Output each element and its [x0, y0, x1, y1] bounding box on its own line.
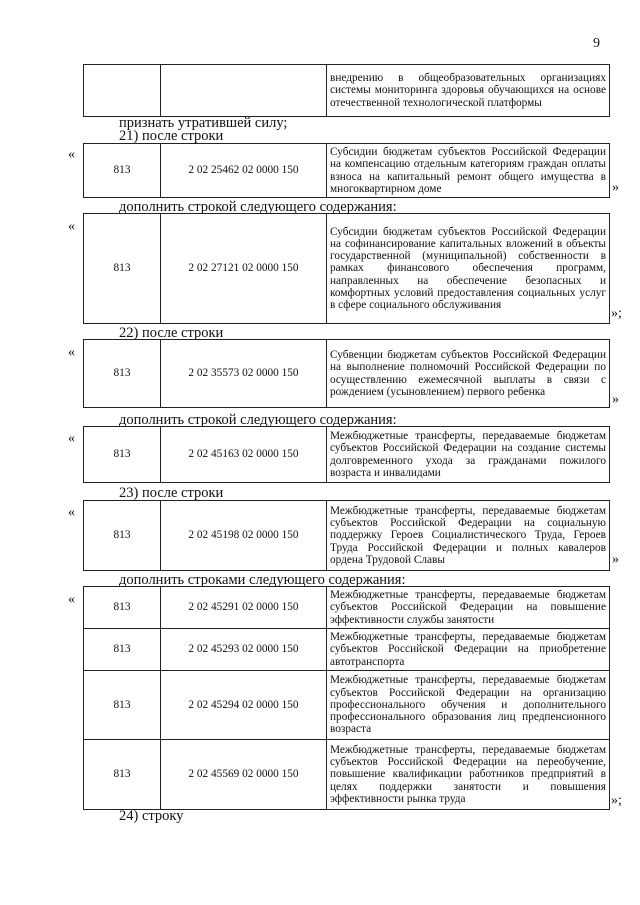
open-quote: «	[68, 431, 75, 446]
table-23-add	[83, 586, 610, 810]
code-cell: 813	[84, 427, 161, 483]
table-22-after	[83, 339, 610, 408]
open-quote: «	[68, 592, 75, 607]
code-cell: 813	[84, 587, 161, 629]
description-cell: Субсидии бюджетам субъектов Российской Федерации на софинансирование капитальных вложений в объекты государственной (муниципальной) собственности в рамках финансового обеспечения программ, направленных на обеспечение безопасных и комфортных условий предоставления социальных услуг в сфере социального обслуживания	[327, 214, 610, 324]
table-21-after	[83, 143, 610, 198]
heading-24-row: 24) строку	[119, 808, 184, 824]
description-cell: Межбюджетные трансферты, передаваемые бюджетам субъектов Российской Федерации на переобучение, повышение квалификации работников предприятий в целях поддержки занятости и повышения эффективности рынка труда	[327, 740, 610, 810]
page-number: 9	[593, 36, 600, 51]
table-row	[84, 629, 610, 671]
code-cell: 813	[84, 340, 161, 408]
table-row	[84, 501, 610, 571]
kbk-cell	[161, 65, 327, 117]
table-row	[84, 671, 610, 740]
description-cell: Межбюджетные трансферты, передаваемые бюджетам субъектов Российской Федерации на социальную поддержку Героев Социалистического Труда, Героев Труда Российской Федерации и полных кавалеров ордена Трудовой Славы	[327, 501, 610, 571]
description-cell: Межбюджетные трансферты, передаваемые бюджетам субъектов Российской Федерации на создание системы долговременного ухода за гражданами пожилого возраста и инвалидами	[327, 427, 610, 483]
table-21-add	[83, 213, 610, 324]
description-cell: Межбюджетные трансферты, передаваемые бюджетам субъектов Российской Федерации на организацию профессионального обучения и дополнительного профессионального образования лиц предпенсионного возраста	[327, 671, 610, 740]
description-cell: внедрению в общеобразовательных организациях системы мониторинга здоровья обучающихся на основе отечественной технологической платформы	[327, 65, 610, 117]
description-cell: Субвенции бюджетам субъектов Российской Федерации на выполнение полномочий Российской Федерации по осуществлению ежемесячной выплаты в связи с рождением (усыновлением) первого ребенка	[327, 340, 610, 408]
code-cell: 813	[84, 214, 161, 324]
kbk-cell: 2 02 45291 02 0000 150	[161, 587, 327, 629]
code-cell: 813	[84, 144, 161, 198]
heading-22-after-row: 22) после строки	[119, 325, 224, 341]
description-cell: Субсидии бюджетам субъектов Российской Федерации на компенсацию отдельным категориям граждан оплаты взноса на капитальный ремонт общего имущества в многоквартирном доме	[327, 144, 610, 198]
description-cell: Межбюджетные трансферты, передаваемые бюджетам субъектов Российской Федерации на повышение эффективности службы занятости	[327, 587, 610, 629]
table-row	[84, 740, 610, 810]
table-23-after	[83, 500, 610, 571]
kbk-cell: 2 02 45294 02 0000 150	[161, 671, 327, 740]
heading-recognize-invalid: признать утратившей силу;	[119, 115, 288, 131]
heading-23-after-row: 23) после строки	[119, 485, 224, 501]
table-row	[84, 340, 610, 408]
close-quote: »	[612, 180, 619, 195]
open-quote: «	[68, 219, 75, 234]
kbk-cell: 2 02 45569 02 0000 150	[161, 740, 327, 810]
kbk-cell: 2 02 45293 02 0000 150	[161, 629, 327, 671]
kbk-cell: 2 02 35573 02 0000 150	[161, 340, 327, 408]
kbk-cell: 2 02 45163 02 0000 150	[161, 427, 327, 483]
heading-22-add-row: дополнить строкой следующего содержания:	[119, 412, 397, 428]
heading-21-after-row: 21) после строки	[119, 128, 224, 144]
code-cell: 813	[84, 671, 161, 740]
code-cell: 813	[84, 629, 161, 671]
table-row	[84, 427, 610, 483]
close-quote: »	[612, 392, 619, 407]
code-cell: 813	[84, 501, 161, 571]
code-cell: 813	[84, 740, 161, 810]
close-quote: »	[612, 552, 619, 567]
close-quote-semicolon: »;	[611, 306, 622, 321]
open-quote: «	[68, 345, 75, 360]
kbk-cell: 2 02 27121 02 0000 150	[161, 214, 327, 324]
description-cell: Межбюджетные трансферты, передаваемые бюджетам субъектов Российской Федерации на приобретение автотранспорта	[327, 629, 610, 671]
open-quote: «	[68, 147, 75, 162]
kbk-cell: 2 02 45198 02 0000 150	[161, 501, 327, 571]
table-row	[84, 65, 610, 117]
code-cell	[84, 65, 161, 117]
table-continuation	[83, 64, 610, 117]
table-row	[84, 587, 610, 629]
kbk-cell: 2 02 25462 02 0000 150	[161, 144, 327, 198]
table-row	[84, 144, 610, 198]
heading-23-add-rows: дополнить строками следующего содержания:	[119, 572, 406, 588]
table-row	[84, 214, 610, 324]
table-22-add	[83, 426, 610, 483]
heading-21-add-row: дополнить строкой следующего содержания:	[119, 199, 397, 215]
close-quote-semicolon: »;	[611, 793, 622, 808]
open-quote: «	[68, 505, 75, 520]
